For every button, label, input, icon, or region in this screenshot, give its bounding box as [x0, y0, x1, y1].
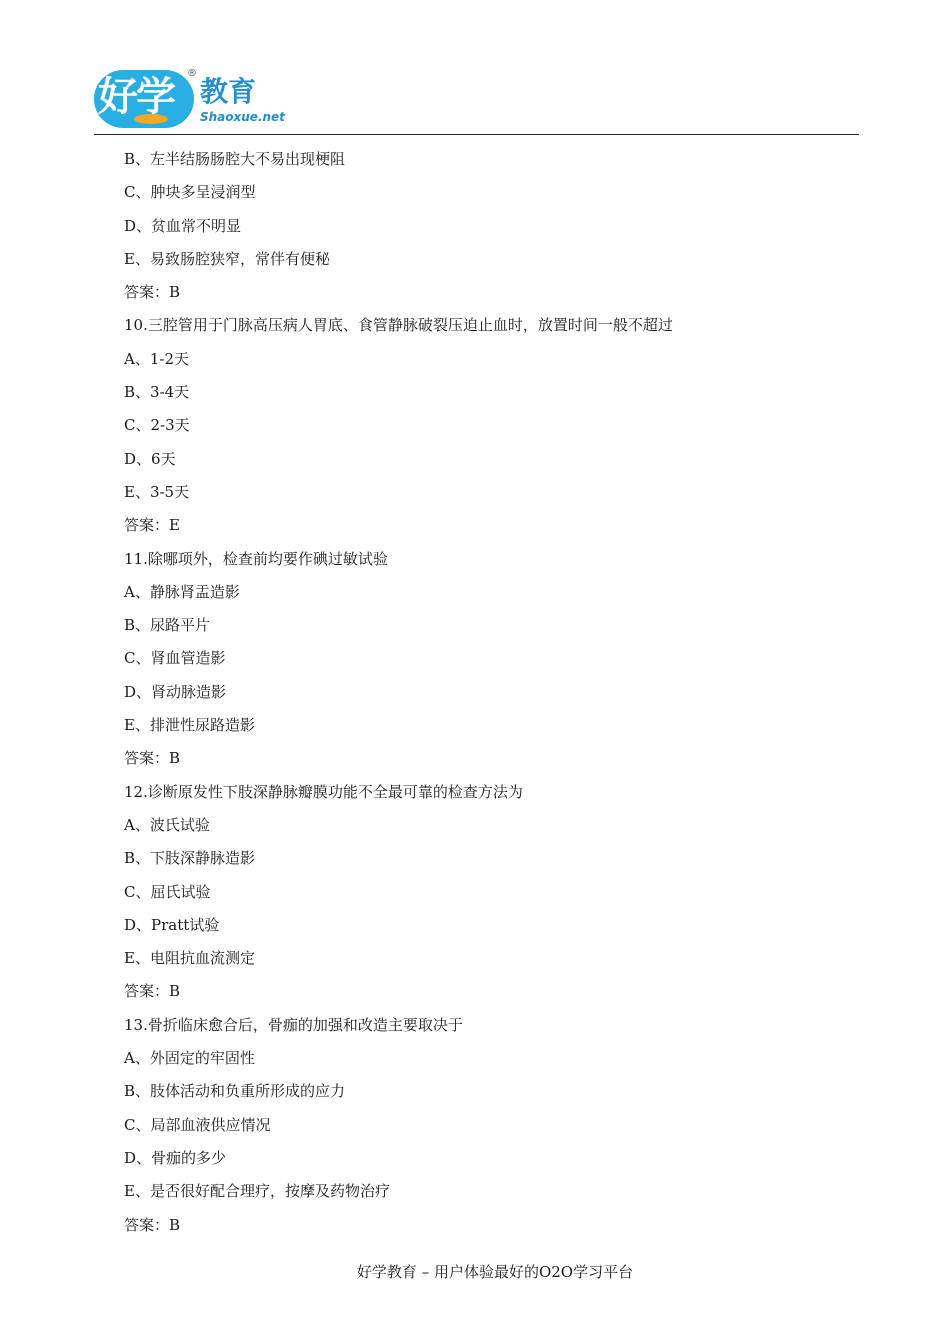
option-line: D、肾动脉造影	[124, 682, 227, 701]
question-line: 11.除哪项外，检查前均要作碘过敏试验	[124, 549, 388, 568]
option-line: E、电阻抗血流测定	[124, 949, 255, 968]
logo-url: Shaoxue.net	[200, 110, 285, 124]
answer-line: 答案：E	[124, 516, 180, 535]
answer-line: 答案：B	[124, 283, 181, 302]
option-line: A、波氏试验	[124, 815, 210, 834]
page-footer: 好学教育 – 用户体验最好的O2O学习平台	[356, 1263, 634, 1281]
option-line: D、6天	[124, 449, 176, 468]
option-line: C、局部血液供应情况	[124, 1115, 271, 1134]
option-line: D、骨痂的多少	[124, 1148, 227, 1167]
answer-line: 答案：B	[124, 982, 181, 1001]
option-line: A、静脉肾盂造影	[124, 582, 240, 601]
question-line: 13.骨折临床愈合后，骨痂的加强和改造主要取决于	[124, 1015, 463, 1034]
option-line: E、3-5天	[124, 482, 190, 501]
option-line: C、肿块多呈浸润型	[124, 183, 256, 202]
logo-registered-mark: ®	[187, 68, 197, 79]
option-line: B、左半结肠肠腔大不易出现梗阻	[124, 150, 346, 168]
option-line: C、2-3天	[124, 416, 190, 435]
shaoxue-logo	[94, 64, 284, 134]
option-line: C、屈氏试验	[124, 882, 211, 901]
answer-line: 答案：B	[124, 749, 181, 768]
question-line: 12.诊断原发性下肢深静脉瓣膜功能不全最可靠的检查方法为	[124, 782, 523, 801]
question-line: 10.三腔管用于门脉高压病人胃底、食管静脉破裂压迫止血时，放置时间一般不超过	[124, 316, 673, 335]
option-line: E、是否很好配合理疗，按摩及药物治疗	[124, 1182, 390, 1201]
option-line: B、肢体活动和负重所形成的应力	[124, 1082, 346, 1101]
answer-line: 答案：B	[124, 1215, 181, 1234]
option-line: A、1-2天	[124, 349, 189, 368]
logo-main-text: 好学	[98, 74, 174, 120]
option-line: A、外固定的牢固性	[124, 1049, 255, 1068]
logo-side-text: 教育	[200, 75, 257, 108]
option-line: E、排泄性尿路造影	[124, 716, 255, 735]
option-line: B、尿路平片	[124, 616, 211, 635]
option-line: D、Pratt试验	[124, 915, 220, 934]
option-line: D、贫血常不明显	[124, 216, 242, 235]
option-line: C、肾血管造影	[124, 649, 226, 668]
page-header	[0, 0, 950, 140]
option-line: E、易致肠腔狭窄，常伴有便秘	[124, 249, 330, 268]
question-content	[124, 143, 860, 1242]
header-divider	[94, 134, 859, 135]
option-line: B、下肢深静脉造影	[124, 849, 256, 868]
option-line: B、3-4天	[124, 383, 190, 402]
